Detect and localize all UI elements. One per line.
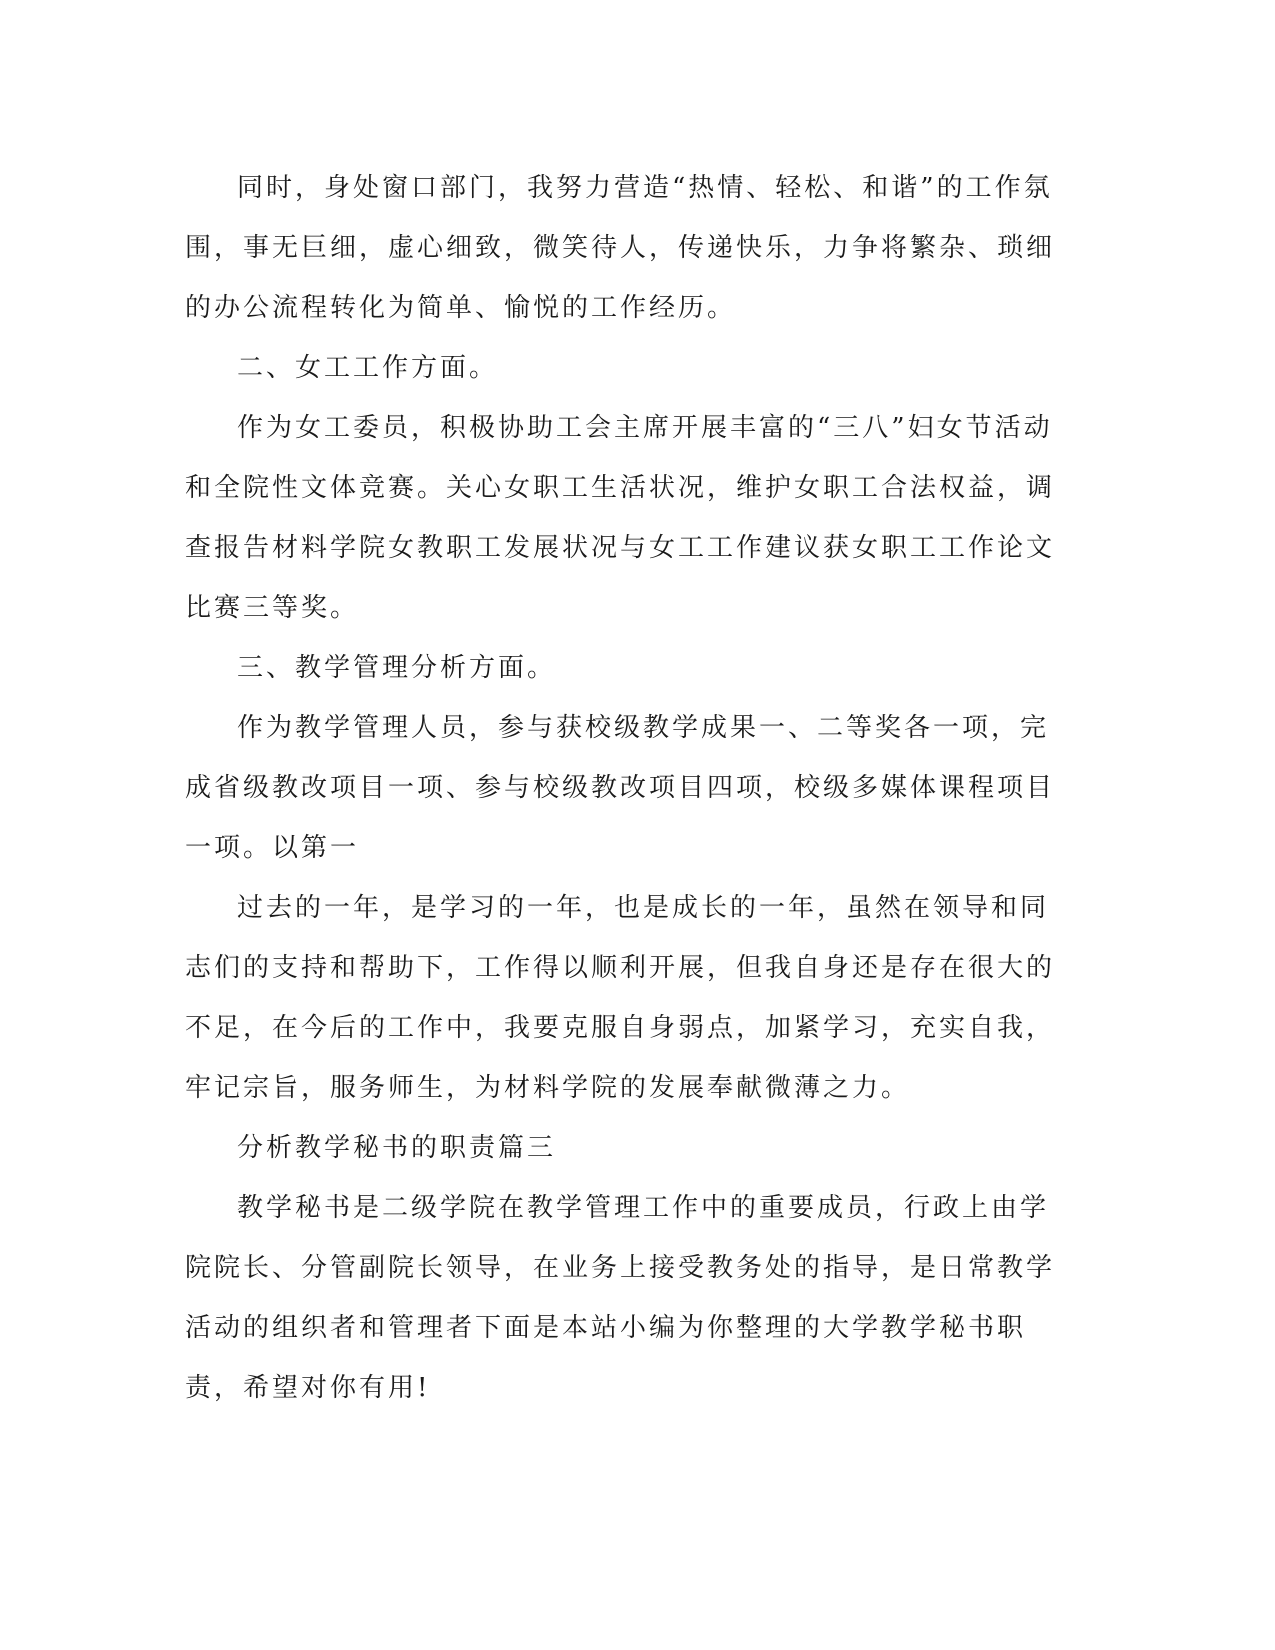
paragraph-female-work: 作为女工委员，积极协助工会主席开展丰富的“三八”妇女节活动和全院性文体竞赛。关心女职工生活状况，维护女职工合法权益，调查报告材料学院女教职工发展状况与女工工作建议获女职工工作论文比赛三等奖。 — [185, 413, 1056, 623]
paragraph-year-summary: 过去的一年，是学习的一年，也是成长的一年，虽然在领导和同志们的支持和帮助下，工作得以顺利开展，但我自身还是存在很大的不足，在今后的工作中，我要克服自身弱点，加紧学习，充实自我，牢记宗旨，服务师生，为材料学院的发展奉献微薄之力。 — [185, 893, 1056, 1103]
heading-teaching-management: 三、教学管理分析方面。 — [237, 653, 557, 683]
heading-female-work: 二、女工工作方面。 — [237, 353, 499, 383]
paragraph-teaching-management: 作为教学管理人员，参与获校级教学成果一、二等奖各一项，完成省级教改项目一项、参与校级教改项目四项，校级多媒体课程项目一项。以第一 — [185, 713, 1056, 863]
paragraph-service-atmosphere: 同时，身处窗口部门，我努力营造“热情、轻松、和谐”的工作氛围，事无巨细，虚心细致，微笑待人，传递快乐，力争将繁杂、琐细的办公流程转化为简单、愉悦的工作经历。 — [185, 173, 1056, 323]
heading-secretary-duties: 分析教学秘书的职责篇三 — [237, 1133, 557, 1163]
document-body — [185, 158, 1065, 1418]
paragraph-secretary-intro: 教学秘书是二级学院在教学管理工作中的重要成员，行政上由学院院长、分管副院长领导，在业务上接受教务处的指导，是日常教学活动的组织者和管理者下面是本站小编为你整理的大学教学秘书职责，希望对你有用! — [185, 1193, 1056, 1403]
